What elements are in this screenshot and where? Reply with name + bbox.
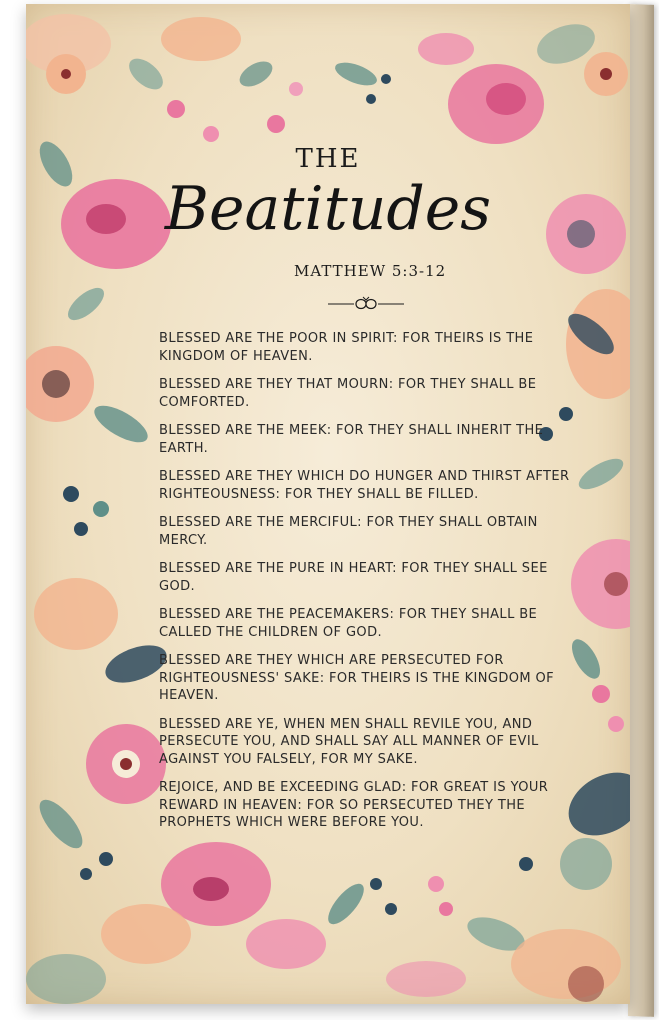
- scripture-reference: MATTHEW 5:3-12: [294, 262, 447, 280]
- top-flowers: [26, 14, 628, 144]
- left-flowers: [26, 136, 172, 880]
- canvas-side-edge: [628, 4, 654, 1017]
- title-beatitudes: Beatitudes: [164, 174, 492, 244]
- verse-6: BLESSED ARE THE PURE IN HEART: FOR THEY SHALL SEE GOD.: [159, 561, 548, 594]
- verse-9: BLESSED ARE YE, WHEN MEN SHALL REVILE YOU, AND PERSECUTE YOU, AND SHALL SAY ALL MANNER OF EVIL AGAINST YOU FALSELY, FOR MY SAKE.: [159, 716, 539, 767]
- infinity-divider-icon: [326, 294, 406, 314]
- title-the: THE: [295, 144, 361, 174]
- verse-10: REJOICE, AND BE EXCEEDING GLAD: FOR GREAT IS YOUR REWARD IN HEAVEN: FOR SO PERSECUTED THEY THE PROPHETS WHICH WERE BEFORE YOU.: [159, 780, 549, 830]
- verse-5: BLESSED ARE THE MERCIFUL: FOR THEY SHALL OBTAIN MERCY.: [159, 515, 538, 548]
- verse-7: BLESSED ARE THE PEACEMAKERS: FOR THEY SHALL BE CALLED THE CHILDREN OF GOD.: [159, 607, 538, 640]
- verse-1: BLESSED ARE THE POOR IN SPIRIT: FOR THEIRS IS THE KINGDOM OF HEAVEN.: [159, 331, 534, 364]
- verse-8: BLESSED ARE THEY WHICH ARE PERSECUTED FOR RIGHTEOUSNESS' SAKE: FOR THEIRS IS THE KINGDOM OF HEAVEN.: [159, 653, 555, 703]
- verse-list: [159, 330, 579, 843]
- verse-2: BLESSED ARE THEY THAT MOURN: FOR THEY SHALL BE COMFORTED.: [159, 377, 537, 410]
- canvas-print: [26, 4, 630, 1004]
- verse-4: BLESSED ARE THEY WHICH DO HUNGER AND THIRST AFTER RIGHTEOUSNESS: FOR THEY SHALL BE FILLED.: [159, 469, 570, 502]
- verse-3: BLESSED ARE THE MEEK: FOR THEY SHALL INHERIT THE EARTH.: [159, 423, 544, 456]
